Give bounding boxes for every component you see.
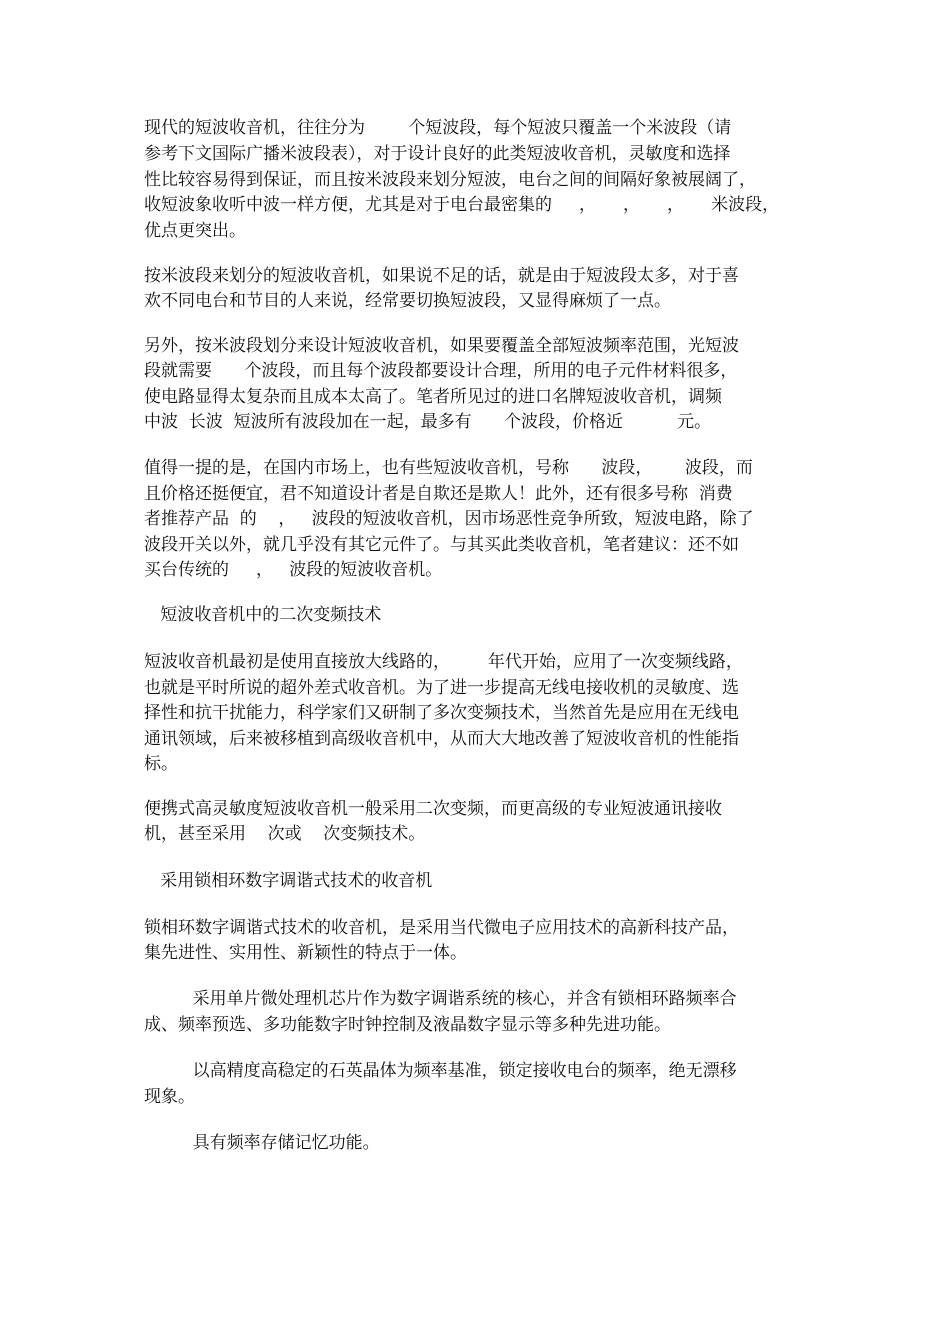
text-line: 锁相环数字调谐式技术的收音机，是采用当代微电子应用技术的高新科技产品， xyxy=(144,918,739,938)
text-line: 另外，按米波段划分来设计短波收音机，如果要覆盖全部短波频率范围，光短波 xyxy=(144,336,739,356)
text-line: 参考下文国际广播米波段表），对于设计良好的此类短波收音机，灵敏度和选择 xyxy=(144,144,731,164)
text-line: 以高精度高稳定的石英晶体为频率基准，锁定接收电台的频率，绝无漂移 xyxy=(144,1061,737,1081)
text-line: 者推荐产品 的 ， 波段的短波收音机，因市场恶性竞争所致，短波电路，除了 xyxy=(144,509,754,529)
text-line: 具有频率存储记忆功能。 xyxy=(144,1133,380,1153)
text-line: 现象。 xyxy=(144,1087,195,1107)
text-line: 短波收音机最初是使用直接放大线路的， 年代开始，应用了一次变频线路， xyxy=(144,652,743,672)
text-line: 按米波段来划分的短波收音机，如果说不足的话，就是由于短波段太多，对于喜 xyxy=(144,266,739,286)
text-line: 值得一提的是，在国内市场上，也有些短波收音机，号称 波段， 波段，而 xyxy=(144,458,753,478)
text-line: 集先进性、实用性、新颖性的特点于一体。 xyxy=(144,943,467,963)
text-line: 收短波象收听中波一样方便，尤其是对于电台最密集的 ， ， ， 米波段， xyxy=(144,195,780,215)
text-line: 中波 长波 短波所有波段加在一起，最多有 个波段，价格近 元。 xyxy=(144,412,712,432)
text-line: 现代的短波收音机，往往分为 个短波段，每个短波只覆盖一个米波段（请 xyxy=(144,118,732,138)
text-line: 便携式高灵敏度短波收音机一般采用二次变频，而更高级的专业短波通讯接收 xyxy=(144,799,722,819)
text-line: 也就是平时所说的超外差式收音机。为了进一步提高无线电接收机的灵敏度、选 xyxy=(144,678,739,698)
text-line: 择性和抗干扰能力，科学家们又研制了多次变频技术，当然首先是应用在无线电 xyxy=(144,703,739,723)
section-heading: 短波收音机中的二次变频技术 xyxy=(144,605,382,625)
text-line: 性比较容易得到保证，而且按米波段来划分短波，电台之间的间隔好象被展阔了， xyxy=(144,170,756,190)
text-line: 机，甚至采用 次或 次变频技术。 xyxy=(144,824,426,844)
text-line: 成、频率预选、多功能数字时钟控制及液晶数字显示等多种先进功能。 xyxy=(144,1015,671,1035)
text-line: 段就需要 个波段，而且每个波段都要设计合理，所用的电子元件材料很多， xyxy=(144,361,738,381)
text-line: 欢不同电台和节目的人来说，经常要切换短波段，又显得麻烦了一点。 xyxy=(144,291,671,311)
text-line: 买台传统的 ， 波段的短波收音机。 xyxy=(144,560,443,580)
text-line: 采用单片微处理机芯片作为数字调谐系统的核心，并含有锁相环路频率合 xyxy=(144,989,737,1009)
text-line: 优点更突出。 xyxy=(144,221,246,241)
text-line: 标。 xyxy=(144,754,178,774)
text-line: 波段开关以外，就几乎没有其它元件了。与其买此类收音机，笔者建议：还不如 xyxy=(144,535,739,555)
section-heading: 采用锁相环数字调谐式技术的收音机 xyxy=(144,871,433,891)
text-line: 使电路显得太复杂而且成本太高了。笔者所见过的进口名牌短波收音机，调频 xyxy=(144,387,722,407)
text-line: 通讯领域，后来被移植到高级收音机中，从而大大地改善了短波收音机的性能指 xyxy=(144,729,739,749)
text-line: 且价格还挺便宜，君不知道设计者是自欺还是欺人！此外，还有很多号称 消费 xyxy=(144,484,733,504)
